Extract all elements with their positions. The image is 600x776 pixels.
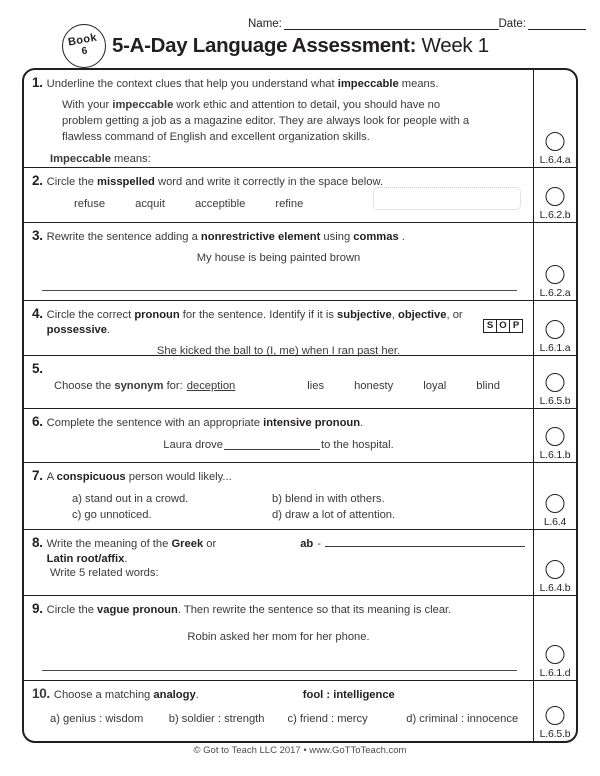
question-5-number: 5. [32,361,43,376]
q3-prompt-mid: using [320,231,354,243]
q8-root: ab [300,538,314,550]
q5-option[interactable]: lies [307,380,325,392]
q3-prompt-post: . [398,231,405,243]
question-8-number: 8. [32,535,43,550]
question-1-passage [62,97,482,146]
question-2-answer-box[interactable] [373,187,521,210]
q8-text [47,537,239,567]
q5-option[interactable]: loyal [423,380,447,392]
q7-prompt-bold: conspicuous [56,471,126,483]
question-9-number: 9. [32,601,43,616]
q7-prompt-pre: A [46,471,57,483]
question-row-2 [24,168,576,223]
score-bubble-5[interactable] [546,373,565,392]
q5-label-pre: Choose the [54,380,115,392]
q4-prompt-bold2: subjective [337,309,392,321]
q8-prompt-post: . [124,552,128,565]
q3-prompt-pre: Rewrite the sentence adding a [46,231,201,243]
standard-cell-3 [533,223,576,300]
q6-sentence-post: to the hospital. [320,438,394,451]
question-1-number: 1. [32,75,43,90]
name-input-line[interactable] [284,19,499,30]
q8-root-dash: - [317,538,321,550]
question-6-number: 6. [32,414,43,429]
question-row-4 [24,301,576,356]
q1-prompt-post: means. [398,78,439,90]
q6-prompt-post: . [360,417,364,429]
q2-prompt-post: word and write it correctly in the space below. [154,176,384,188]
q4-prompt-mid: for the sentence. Identify if it is [179,309,338,321]
page-header [0,0,600,66]
score-bubble-10[interactable] [546,706,565,725]
question-9-body [24,596,533,680]
q8-prompt-bold: Greek [171,538,204,550]
date-label: Date: [498,18,526,30]
standard-code-5: L.6.5.b [539,395,571,407]
name-date-fields [248,18,586,30]
q4-prompt-post: . [107,323,111,336]
q6-sentence-pre: Laura drove [163,438,223,451]
question-8-second-line: Write 5 related words: [50,566,159,579]
q4-prompt-mid3: , or [446,309,463,321]
standard-cell-5 [533,356,576,408]
question-10-pair: fool : intelligence [302,689,395,701]
book-badge [62,24,106,68]
standard-code-8: L.6.4.b [539,582,571,594]
score-bubble-1[interactable] [546,132,565,151]
q4-prompt-mid2: , [391,309,398,321]
question-6-body [24,409,533,462]
date-input-line[interactable] [528,19,586,30]
q10-prompt-bold: analogy [153,689,196,701]
sop-box-subjective[interactable]: S [483,319,497,333]
question-3-number: 3. [32,228,43,243]
question-4-sop-boxes [484,319,523,333]
q4-prompt-pre: Circle the correct [46,309,135,321]
q10-option-c[interactable]: c) friend : mercy [287,712,368,725]
q5-option[interactable]: blind [476,380,500,392]
question-row-1 [24,70,576,168]
question-3-body [24,223,533,300]
q1-passage-pre: With your [62,98,113,111]
q3-prompt-bold2: commas [353,231,399,243]
question-row-7 [24,463,576,530]
q9-prompt-pre: Circle the [46,604,98,616]
q8-prompt-mid: or [203,538,217,550]
q1-prompt-pre: Underline the context clues that help you understand what [46,78,338,90]
question-3-answer-line[interactable] [42,290,517,291]
name-label: Name: [248,18,282,30]
question-5-body [24,356,533,408]
question-7-body [24,463,533,529]
question-6-sentence [32,439,525,451]
standard-code-3: L.6.2.a [539,287,571,299]
score-bubble-3[interactable] [546,265,565,284]
standard-code-7: L.6.4 [543,516,567,528]
page-title [112,34,489,58]
q1-means-bold: Impeccable [50,152,111,165]
assessment-sheet [22,68,578,743]
question-4-number: 4. [32,306,43,321]
page-title-main: 5-A-Day Language Assessment: [112,34,417,57]
standard-code-6: L.6.1.b [539,449,571,461]
q10-prompt-post: . [195,689,199,701]
question-5-content [54,380,525,392]
standard-cell-6 [533,409,576,462]
question-1-means [50,153,525,165]
q7-prompt-post: person would likely... [125,471,232,483]
standard-code-9: L.6.1.d [539,667,571,679]
question-10-options [32,713,525,725]
q1-prompt-bold: impeccable [337,78,399,90]
q10-option-d[interactable]: d) criminal : innocence [406,712,519,725]
question-4-prompt [47,308,525,338]
question-7-options [72,491,525,523]
question-row-3 [24,223,576,301]
standard-cell-7 [533,463,576,529]
q2-word-option[interactable]: refine [275,197,304,210]
book-badge-number: 6 [81,45,89,58]
q5-label-post: for: [163,380,183,392]
question-1-body [24,70,533,167]
page-footer: © Got to Teach LLC 2017 • www.GoTToTeach.com [193,745,407,756]
standard-code-2: L.6.2.b [539,209,571,221]
q10-prompt-pre: Choose a matching [53,689,154,701]
q1-means-post: means: [110,152,151,165]
q2-prompt-pre: Circle the [46,176,98,188]
q1-passage-bold: impeccable [112,98,174,111]
standard-code-1: L.6.4.a [539,154,571,166]
standard-cell-2 [533,168,576,222]
standard-cell-9 [533,596,576,680]
q4-prompt-bold3: objective [397,309,447,321]
question-8-prompt [47,536,525,567]
standard-cell-4 [533,301,576,355]
q7-option-b[interactable]: b) blend in with others. [272,492,385,505]
question-row-6 [24,409,576,463]
q5-label [54,380,183,392]
standard-cell-8 [533,530,576,595]
q2-word-option[interactable]: refuse [74,197,106,210]
score-bubble-6[interactable] [546,427,565,446]
q8-prompt-bold2: Latin root/affix [46,552,125,565]
q7-option-c[interactable]: c) go unnoticed. [72,509,152,522]
q2-word-option[interactable]: acquit [135,197,165,210]
q7-option-a[interactable]: a) stand out in a crowd. [72,492,189,505]
q2-word-option[interactable]: acceptible [194,197,246,210]
q5-label-bold: synonym [114,380,164,392]
question-row-5 [24,356,576,409]
book-badge-word: Book [67,31,99,49]
standard-code-10: L.6.5.b [539,728,571,740]
question-row-8 [24,530,576,596]
question-4-sentence: She kicked the ball to (I, me) when I ran past her. [156,344,401,357]
q5-options [307,380,530,392]
q5-option[interactable]: honesty [354,380,394,392]
sop-box-objective[interactable]: O [496,319,510,333]
question-6-prompt [47,416,364,431]
standard-cell-1 [533,70,576,167]
q10-option-a[interactable]: a) genius : wisdom [50,712,144,725]
question-row-9 [24,596,576,681]
question-9-sentence: Robin asked her mom for her phone. [187,630,370,643]
q9-prompt-bold: vague pronoun [97,604,178,616]
question-2-number: 2. [32,173,43,188]
question-9-prompt [47,603,452,618]
question-3-sentence: My house is being painted brown [196,251,361,264]
question-10-body [24,681,533,741]
q4-prompt-bold4: possessive [46,323,108,336]
score-bubble-9[interactable] [546,645,565,664]
question-8-body [24,530,533,595]
question-1-prompt [47,77,439,92]
question-9-answer-line[interactable] [42,670,517,671]
q10-option-b[interactable]: b) soldier : strength [168,712,265,725]
q2-prompt-bold: misspelled [97,176,155,188]
score-bubble-4[interactable] [546,320,565,339]
q7-option-d[interactable]: d) draw a lot of attention. [272,509,396,522]
question-4-body [24,301,533,355]
question-2-prompt [47,175,383,190]
sop-box-possessive[interactable]: P [509,319,523,333]
question-7-number: 7. [32,468,43,483]
score-bubble-7[interactable] [546,494,565,513]
q6-prompt-bold: intensive pronoun [263,417,361,429]
page-title-week: Week 1 [421,34,489,57]
question-2-body [24,168,533,222]
standard-code-4: L.6.1.a [539,342,571,354]
q6-prompt-pre: Complete the sentence with an appropriate [46,417,264,429]
q3-prompt-bold: nonrestrictive element [200,231,321,243]
question-10-prompt [54,688,199,703]
score-bubble-2[interactable] [546,187,565,206]
q5-target-word: deception [186,380,236,392]
standard-cell-10 [533,681,576,741]
q6-blank[interactable] [224,440,320,450]
question-row-10 [24,681,576,741]
q4-prompt-bold: pronoun [134,309,180,321]
q8-root-answer-line[interactable] [325,536,525,547]
q1-passage-post: work ethic and attention to detail, you should have no problem getting a job as a magazine editor. They are always look for people with a flawless command of English and excellent organization skills. [62,98,470,144]
question-10-number: 10. [32,686,50,701]
score-bubble-8[interactable] [546,560,565,579]
question-3-prompt [47,230,405,245]
question-7-prompt [47,470,232,485]
q9-prompt-post: . Then rewrite the sentence so that its meaning is clear. [177,604,452,616]
q8-prompt-pre: Write the meaning of the [46,538,172,550]
